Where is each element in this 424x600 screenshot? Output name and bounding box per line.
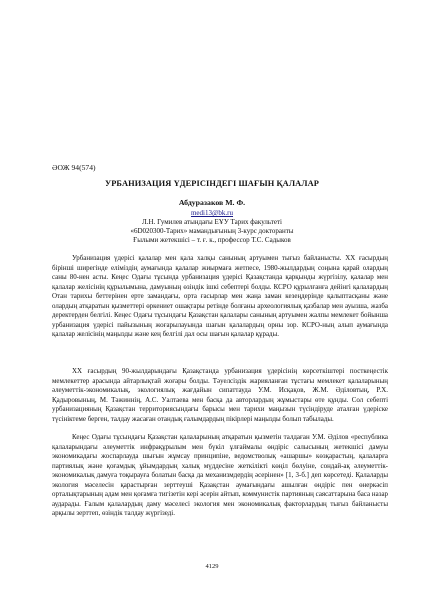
author-name: Абдуразаков М. Ф.	[178, 198, 246, 207]
paragraph-1-block	[52, 254, 388, 340]
paragraph-2-block	[52, 367, 388, 424]
paragraph-3-block	[52, 433, 388, 519]
paper-title: УРБАНИЗАЦИЯ ҮДЕРІСІНДЕГІ ШАҒЫН ҚАЛАЛАР	[104, 179, 320, 188]
body-paragraph-2: ХХ ғасырдың 90-жылдарындағы Қазақстанда урбанизация үдерісінің көрсеткіштері посткеңестік мемлекеттер арасында айтарлықтай жоғары болды. Тәуелсіздік жарияланған тұстағы мемлекет қалаларының әлеуметтік-экономикалық, экологиялық жағдайын сипаттауда У.М. Исқақов, Ж.М. Әділовтың, Р.Х. Қадыровының, М. Тәжиннің, А.С. Уалтаева мен басқа да авторлардың жұмыстары өте құнды. Сол себепті урбанизацияның Қазақстан территориясындағы барысы мен тарихи маңызын түсіндіруде аталған үдеріске түсініктеме берген, талдау жасаған отандық ғалымдардың пікірлері маңызды болып табылады.	[52, 367, 388, 423]
body-paragraph-1: Урбанизация үдерісі қалалар мен қала халқы санының артуымен тығыз байланысты. ХХ ғасырдың бірінші ширегінде еліміздің аумағында қалалар жиырмаға жетпесе, 1980-жылдардың соңына қарай олардың саны 80-нен асты. Кеңес Одағы тұсында урбанизация үдерісі Қазақстанда қарқынды жүргізілу, қалалар мен қалалар желісінің құрылымына, дамуының өзіндік ішкі себептері болды. КСРО құрылғанға дейінгі қалалардың Отан тарихы беттерінен ерте замандағы, орта ғасырлар мен жаңа заман кезеңдерінде қалыптасқаны және олардың атқаратын қызметтері өркениет ошақтары ретінде болғаны археологиялық қазбалар мен ауызша, жазба деректерден белгілі. Кеңес Одағы тұсындағы Қазақстан қалалары санының артуымен жалпы мемлекет бойынша урбанизация үдерісі пайызының жоғарылауында шағын қалалардың орны зор. КСРО-ның алып аумағында қалалар желісінің маңызды және кең белгілі дал осы шағын қалалар құрады.	[52, 254, 388, 339]
author-email-link[interactable]: medi13@bk.ru	[190, 209, 234, 217]
affiliation-program: «6D020300-Тарих» мамандығының 3-курс докторанты	[130, 227, 294, 235]
affiliation-faculty: Л.Н. Гумилев атындағы ЕҰУ Тарих факультеті	[142, 218, 282, 226]
affiliation-supervisor: Ғылыми жетекшісі – т. ғ. к., профессор Т.С. Садыков	[133, 236, 291, 244]
page-number: 4129	[205, 563, 219, 570]
body-paragraph-3: Кеңес Одағы тұсындағы Қазақстан қалаларының атқаратын қызметін талдаған У.М. Әділов «республика қалаларындағы әлеуметтік инфрақұрылым мен бүкіл ұлғаймалы өндіріс салысының жетекшісі дамуы экономикадағы жоспарлауда шығын жұмсау принципіне, ведомстволық «ашаршы» көзқарастың, қалаларға партиялық және қоғамдық ұйымдардың халық мүддесіне жеткілікті көңіл бөлуіне, сондай-ақ әлеуметтік-экономикалық дамуға тоқырауға болатын басқа да механизмдердің әсерінен» [1, 3-б.] деп көрсетеді. Қалаларды экология мәселесін қарастырған зерттеуші Қазақстан аумағындағы ашылған өндіріс пен өнеркәсіп орталықтарының адам мен қоғамға тигізетін кері әсерін айтып, коммунистік партияның саясаттарына баса назар аударады. Ғалым қалалардың даму мәселесі экология мен экономикалық факторлардың тығыз байланысты арқылы зерттеп, өзіндік талдау жүргізеді.	[52, 433, 388, 518]
udc-code: ӘОЖ 94(574)	[52, 163, 96, 172]
